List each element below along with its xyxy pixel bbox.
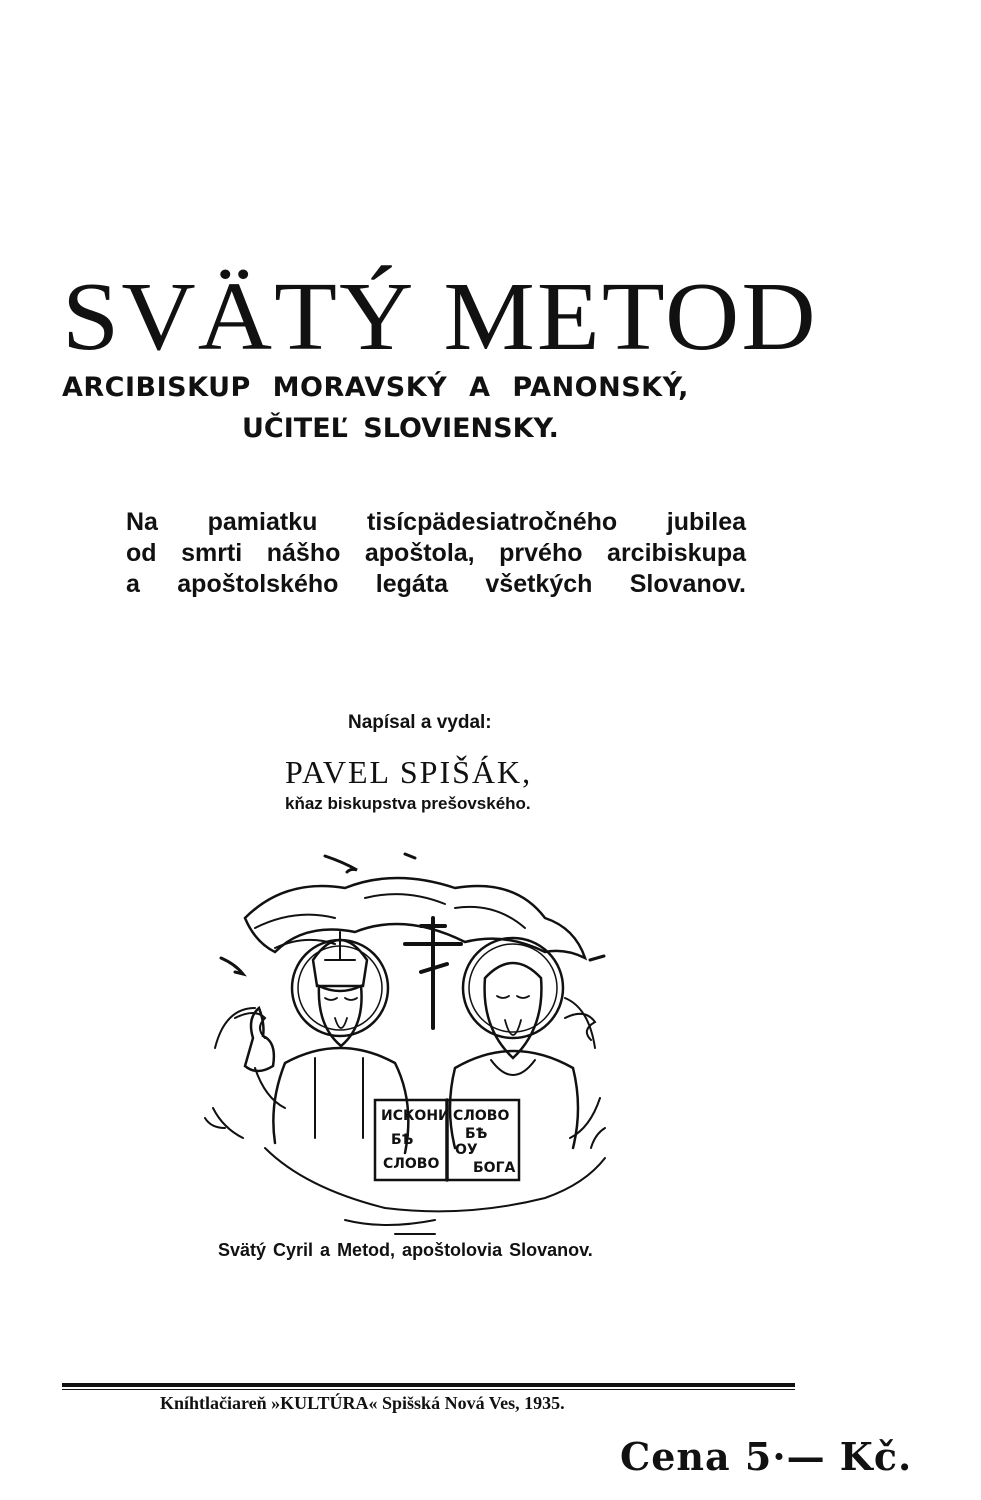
book-right-line: БОГА (473, 1160, 516, 1176)
saints-illustration (195, 848, 625, 1238)
book-right-line: ОУ (455, 1142, 478, 1158)
book-left-line: БѢ (391, 1132, 414, 1148)
dedication-line: a apoštolského legáta všetkých Slovanov. (126, 570, 746, 598)
price-label: Cena 5·— Kč. (620, 1434, 913, 1479)
printer-imprint: Kníhtlačiareň »KULTÚRA« Spišská Nová Ves, 1935. (160, 1393, 565, 1413)
book-left-line: СЛОВО (383, 1156, 440, 1172)
author-description: kňaz biskupstva prešovského. (285, 794, 531, 813)
cross-icon (405, 918, 461, 1028)
bird-icon (405, 854, 415, 858)
bird-icon (325, 856, 357, 872)
blessing-hand-icon (245, 1008, 274, 1071)
illustration-caption: Svätý Cyril a Metod, apoštolovia Slovanov. (218, 1240, 593, 1260)
book-right-line: СЛОВО (453, 1108, 510, 1124)
dedication-line: od smrti nášho apoštola, prvého arcibiskupa (126, 539, 746, 567)
divider-rule-thin (62, 1389, 795, 1390)
subtitle-line-1: ARCIBISKUP MORAVSKÝ A PANONSKÝ, (62, 372, 689, 403)
halo-right (463, 938, 563, 1038)
author-name: PAVEL SPIŠÁK, (285, 754, 533, 790)
divider-rule (62, 1383, 795, 1387)
dedication-line: Na pamiatku tisícpädesiatročného jubilea (126, 508, 746, 536)
book-left-line: ИСКОНИ (381, 1108, 450, 1124)
byline-label: Napísal a vydal: (348, 712, 492, 733)
bird-icon (590, 956, 604, 960)
bird-icon (221, 958, 243, 974)
subtitle-line-2: UČITEĽ SLOVIENSKY. (242, 413, 559, 444)
dedication-block (126, 507, 746, 600)
book-right-line: БѢ (465, 1126, 488, 1142)
book-title: SVÄTÝ METOD (62, 263, 818, 371)
